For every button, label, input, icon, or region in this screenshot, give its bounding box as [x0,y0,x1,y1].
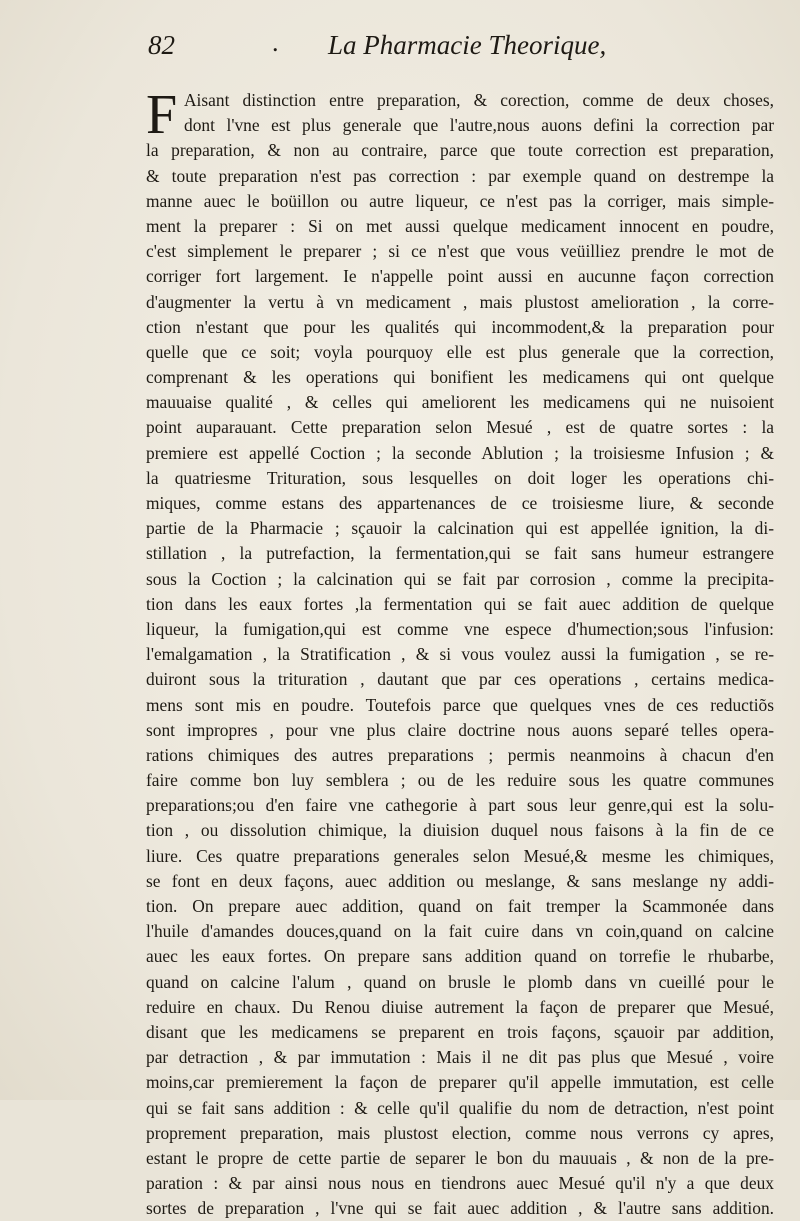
text-line: point auparauant. Cette preparation selon Mesué , est de quatre sortes : la [146,417,774,438]
text-line: la preparation, & non au contraire, parce que toute correction est preparation, [146,140,774,161]
text-line: tion , ou dissolution chimique, la diuision duquel nous faisons à la fin de ce [146,820,774,841]
text-line: stillation , la putrefaction, la fermentation,qui se fait sans humeur estrangere [146,543,774,564]
text-line: preparations;ou d'en faire vne cathegorie à part sous leur genre,qui est la solu- [146,795,774,816]
text-line: proprement preparation, mais plustost election, comme nous verrons cy apres, [146,1122,774,1143]
text-line: quand on calcine l'alum , quand on brusle le plomb dans vn cueillé pour le [146,971,774,992]
text-line: paration : & par ainsi nous nous en tiendrons auec Mesué qu'il n'y a que deux [146,1173,774,1194]
text-line: ment la preparer : Si on met aussi quelque medicament innocent en poudre, [146,215,774,236]
text-line: par detraction , & par immutation : Mais il ne dit pas plus que Mesué , voire [146,1047,774,1068]
text-line: sous la Coction ; la calcination qui se fait par corrosion , comme la precipita- [146,568,774,589]
body-text [146,84,774,1221]
text-line: moins,car premierement la façon de preparer qu'il appelle immutation, est celle [146,1072,774,1093]
text-line: mauuaise qualité , & celles qui ameliorent les medicamens qui ne nuisoient [146,392,774,413]
text-line: liqueur, la fumigation,qui est comme vne espece d'humection;sous l'infusion: [146,618,774,639]
text-line: auec les eaux fortes. On prepare sans addition quand on torrefie le rhubarbe, [146,946,774,967]
text-line: disant que les medicamens se preparent en trois façons, sçauoir par addition, [146,1021,774,1042]
text-line: dont l'vne est plus generale que l'autre,nous auons defini la correction par [184,115,774,136]
running-title: La Pharmacie Theorique, [328,30,607,60]
text-line: l'huile d'amandes douces,quand on la fait cuire dans vn coin,quand on calcine [146,921,774,942]
text-line: mens sont mis en poudre. Toutefois parce que quelques vnes de ces reductiõs [146,694,774,715]
text-line: comprenant & les operations qui bonifient les medicamens qui ont quelque [146,367,774,388]
text-line: faire comme bon luy semblera ; ou de les reduire sous les quatre communes [146,770,774,791]
text-line: quelle que ce soit; voyla pourquoy elle est plus generale que la correction, [146,341,774,362]
text-line: estant le propre de cette partie de separer le bon du mauuais , & non de la pre- [146,1147,774,1168]
text-line: Aisant distinction entre preparation, & corection, comme de deux choses, [184,90,774,110]
text-line: l'emalgamation , la Stratification , & si vous voulez aussi la fumigation , se re- [146,644,774,665]
page-number: 82 [148,30,175,60]
text-line: reduire en chaux. Du Renou diuise autrement la façon de preparer que Mesué, [146,996,774,1017]
drop-cap: F [146,84,178,146]
text-line: & toute preparation n'est pas correction : par exemple quand on destrempe la [146,165,774,186]
text-line: miques, comme estans des appartenances de ce troisiesme liure, & seconde [146,493,774,513]
text-line: tion dans les eaux fortes ,la fermentation qui se fait auec addition de quelque [146,593,774,614]
text-line: sont impropres , pour vne plus claire doctrine nous auons separé telles opera- [146,719,774,740]
page-header [148,26,607,66]
text-line: ction n'estant que pour les qualités qui incommodent,& la preparation pour [146,316,774,337]
text-line: qui se fait sans addition : & celle qu'il qualifie du nom de detraction, n'est point [146,1097,774,1118]
text-line: duiront sous la trituration , dautant que par ces operations , certains medica- [146,669,774,690]
text-line: corriger fort largement. Ie n'appelle point aussi en aucunne façon correction [146,266,774,287]
text-line: liure. Ces quatre preparations generales selon Mesué,& mesme les chimiques, [146,845,774,866]
text-line: tion. On prepare auec addition, quand on fait tremper la Scammonée dans [146,896,774,916]
text-line: d'augmenter la vertu à vn medicament , mais plustost amelioration , la corre- [146,291,774,312]
text-line: rations chimiques des autres preparations ; permis neanmoins à chacun d'en [146,744,774,765]
header-separator: . [272,28,279,57]
text-line: premiere est appellé Coction ; la seconde Ablution ; la troisiesme Infusion ; & [146,442,774,463]
text-line: c'est simplement le preparer ; si ce n'est que vous veüilliez prendre le mot de [146,241,774,262]
text-line: manne auec le boüillon ou autre liqueur, ce n'est pas la corriger, mais simple- [146,190,774,211]
text-line: se font en deux façons, auec addition ou meslange, & sans meslange ny addi- [146,870,774,891]
text-line: la quatriesme Trituration, sous lesquelles on doit loger les operations chi- [146,467,774,488]
text-line: sortes de preparation , l'vne qui se fait auec addition , & l'autre sans addition. [146,1198,774,1219]
text-line: partie de la Pharmacie ; sçauoir la calcination qui est appellée ignition, la di- [146,518,774,539]
